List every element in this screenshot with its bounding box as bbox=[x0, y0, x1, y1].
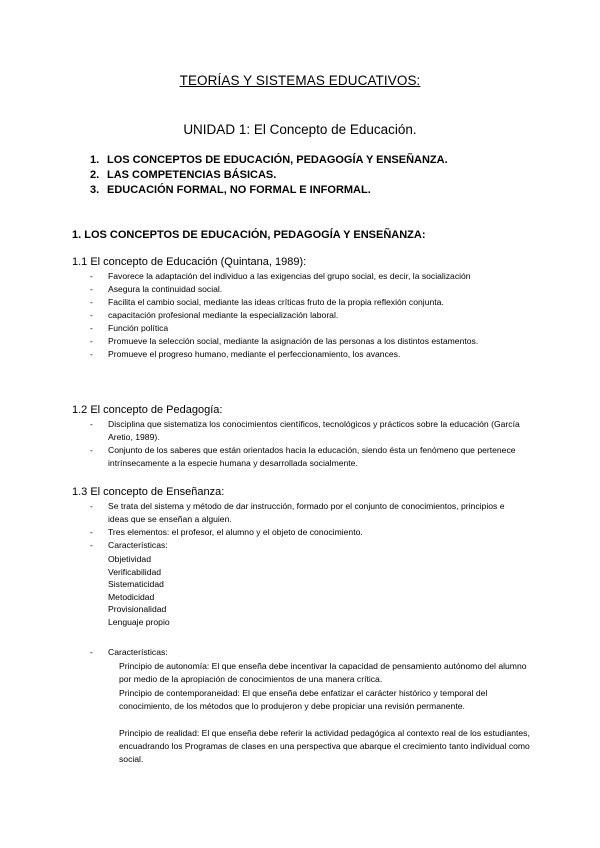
list-item bbox=[90, 444, 520, 470]
teaching-list bbox=[90, 500, 520, 552]
bullet-dash: - bbox=[90, 540, 93, 550]
bullet-dash: - bbox=[90, 445, 93, 455]
list-item-text: Conjunto de los saberes que están orientados hacia la educación, siendo ésta un fenómeno que pertenece intrínsecamente a la especie humana y desarrollada socialmente. bbox=[108, 445, 516, 468]
characteristic-item: Provisionalidad bbox=[108, 604, 167, 614]
toc-number: 1. bbox=[90, 154, 100, 166]
list-item bbox=[90, 322, 520, 335]
bullet-dash: - bbox=[90, 527, 93, 537]
list-item-text: Asegura la continuidad social. bbox=[108, 284, 223, 294]
toc-number: 2. bbox=[90, 169, 100, 181]
list-item bbox=[90, 526, 520, 539]
bullet-dash: - bbox=[90, 349, 93, 359]
characteristic-item: Sistematicidad bbox=[108, 579, 164, 589]
principle-text: Principio de contemporaneidad: El que enseña debe enfatizar el carácter histórico y temporal del conocimiento, de los métodos que lo produjeron y debe propiciar una revisión permanente. bbox=[119, 688, 488, 711]
subsection-heading-1-1: 1.1 El concepto de Educación (Quintana, 1989): bbox=[72, 256, 307, 268]
list-item-text: capacitación profesional mediante la especialización laboral. bbox=[108, 310, 339, 320]
list-item bbox=[90, 309, 520, 322]
pedagogy-list bbox=[90, 418, 520, 470]
list-item bbox=[90, 283, 520, 296]
bullet-dash: - bbox=[90, 271, 93, 281]
list-item bbox=[90, 418, 520, 444]
document-title: TEORÍAS Y SISTEMAS EDUCATIVOS: bbox=[179, 73, 421, 88]
principle-autonomy bbox=[72, 660, 532, 686]
bullet-dash: - bbox=[90, 336, 93, 346]
bullet-dash: - bbox=[90, 501, 93, 511]
characteristics-list bbox=[108, 553, 170, 628]
list-item bbox=[90, 296, 520, 309]
toc-label: EDUCACIÓN FORMAL, NO FORMAL E INFORMAL. bbox=[107, 184, 371, 196]
characteristic-item: Verificabilidad bbox=[108, 566, 162, 577]
principle-text: Principio de realidad: El que enseña debe referir la actividad pedagógica al contexto real de los estudiantes, encuadrando los Programas de clases en una perspectiva que abarque el crecimiento tanto individual como social. bbox=[119, 728, 530, 764]
principle-contemporaneity bbox=[72, 687, 532, 713]
list-item bbox=[90, 646, 520, 659]
list-item bbox=[90, 500, 520, 526]
list-item-text: Favorece la adaptación del individuo a las exigencias del grupo social, es decir, la socialización bbox=[108, 271, 471, 281]
list-item bbox=[90, 335, 520, 348]
unit-title: UNIDAD 1: El Concepto de Educación. bbox=[183, 122, 417, 137]
characteristic-item: Objetividad bbox=[108, 554, 151, 564]
toc-item bbox=[90, 168, 448, 183]
list-item bbox=[90, 539, 520, 552]
bullet-dash: - bbox=[90, 323, 93, 333]
bullet-dash: - bbox=[90, 419, 93, 429]
subsection-heading-1-2: 1.2 El concepto de Pedagogía: bbox=[72, 404, 223, 416]
list-item-text: Características: bbox=[108, 540, 168, 550]
principle-reality bbox=[72, 727, 532, 766]
list-item-text: Facilita el cambio social, mediante las ideas críticas fruto de la propia reflexión conjunta. bbox=[108, 297, 444, 307]
list-item-text: Disciplina que sistematiza los conocimientos científicos, tecnológicos y prácticos sobre la educación (García Aretio, 1989). bbox=[108, 419, 520, 442]
characteristic-item: Lenguaje propio bbox=[108, 616, 170, 627]
toc-number: 3. bbox=[90, 184, 100, 196]
toc-label: LAS COMPETENCIAS BÁSICAS. bbox=[107, 169, 277, 181]
principle-text: Principio de autonomía: El que enseña debe incentivar la capacidad de pensamiento autónomo del alumno por medio de la apropiación de conocimientos de una manera crítica. bbox=[119, 661, 527, 684]
characteristic-item: Metodicidad bbox=[108, 591, 155, 602]
list-item-text: Características: bbox=[108, 647, 168, 657]
list-item-text: Se trata del sistema y método de dar instrucción, formado por el conjunto de conocimientos, principios e ideas que se enseñan a alguien. bbox=[108, 501, 505, 524]
bullet-dash: - bbox=[90, 284, 93, 294]
list-item-text: Promueve la selección social, mediante la asignación de las personas a los distintos estamentos. bbox=[108, 336, 479, 346]
bullet-dash: - bbox=[90, 647, 93, 657]
education-list bbox=[90, 270, 520, 361]
list-item-text: Promueve el progreso humano, mediante el perfeccionamiento, los avances. bbox=[108, 349, 401, 359]
list-item bbox=[90, 348, 520, 361]
toc-item bbox=[90, 183, 448, 198]
list-item-text: Función política bbox=[108, 323, 169, 333]
characteristics-2-list bbox=[90, 646, 520, 659]
list-item-text: Tres elementos: el profesor, el alumno y el objeto de conocimiento. bbox=[108, 527, 363, 537]
bullet-dash: - bbox=[90, 310, 93, 320]
subsection-heading-1-3: 1.3 El concepto de Enseñanza: bbox=[72, 486, 225, 498]
toc-item bbox=[90, 153, 448, 168]
bullet-dash: - bbox=[90, 297, 93, 307]
section-heading: 1. LOS CONCEPTOS DE EDUCACIÓN, PEDAGOGÍA Y ENSEÑANZA: bbox=[72, 229, 426, 241]
toc-label: LOS CONCEPTOS DE EDUCACIÓN, PEDAGOGÍA Y ENSEÑANZA. bbox=[107, 154, 448, 166]
table-of-contents bbox=[90, 153, 448, 198]
list-item bbox=[90, 270, 520, 283]
